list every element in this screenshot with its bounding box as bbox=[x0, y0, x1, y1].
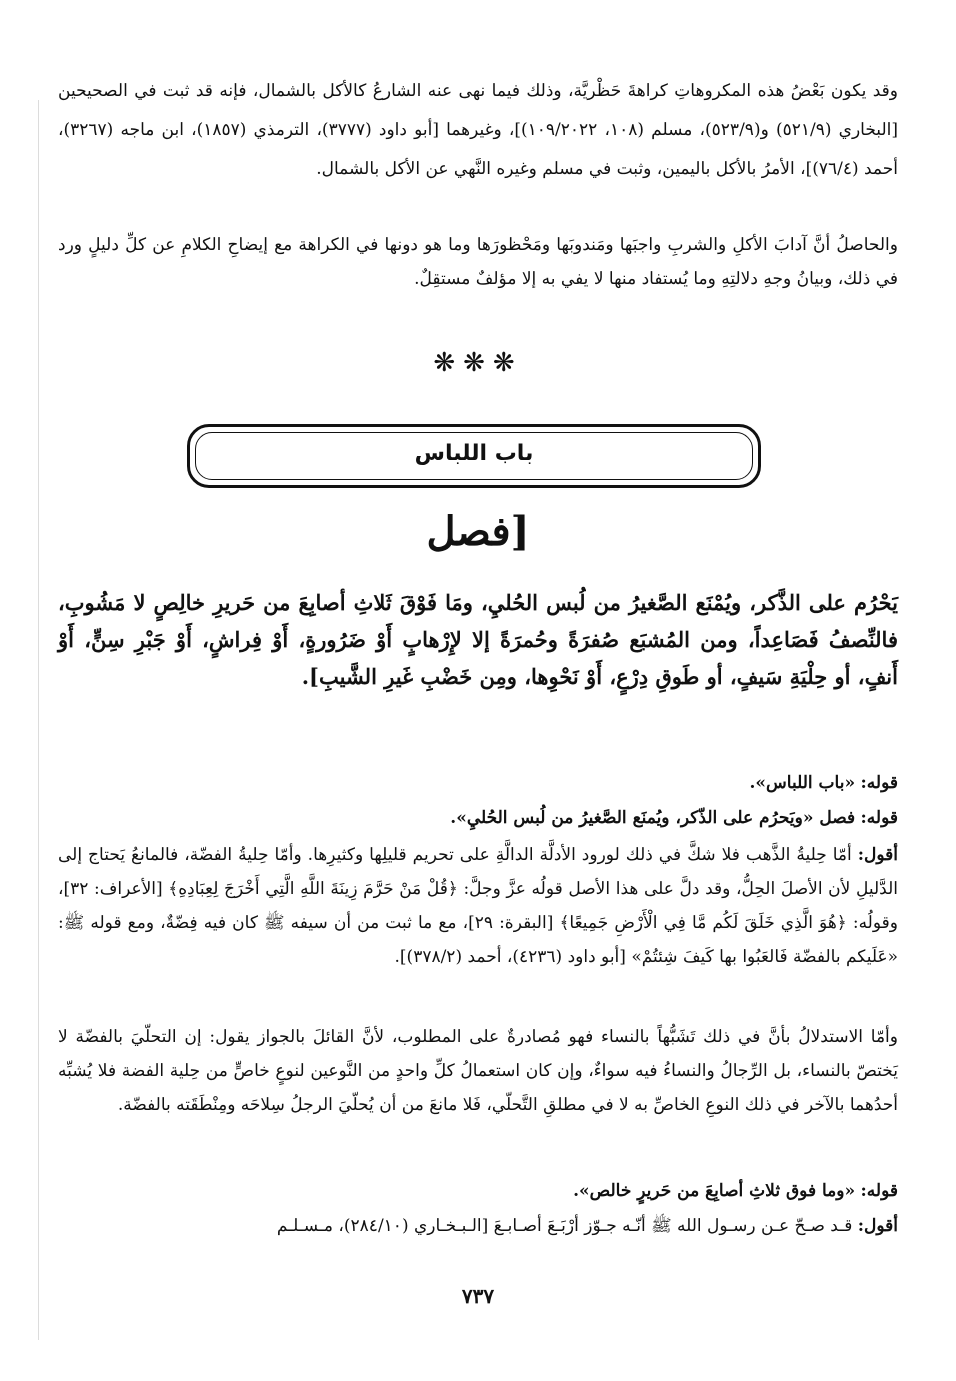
comment-quote-2 bbox=[58, 801, 898, 835]
comment-label: قوله: bbox=[860, 773, 898, 793]
quote-text: «باب اللباس». bbox=[749, 773, 856, 793]
chapter-title: باب اللباس bbox=[414, 441, 534, 466]
intro-paragraph-1: وقد يكون بَعْضُ هذه المكروهاتِ كراهةَ حَظْريَّة، وذلك فيما نهى عنه الشارعُ كالأكل بالشمال، فإنه قد ثبت في الصحيحين [البخاري (٥٢١/٩) و(٥٢٣/٩)، مسلم (١٠٨، ١٠٩/٢٠٢٢)]، وغيرهما [أبو داود (٣٧٧٧)، الترمذي (١٨٥٧)، ابن ماجه (٣٢٦٧)، أحمد (٧٦/٤)]، الأمرُ بالأكل باليمين، وثبت في مسلم وغيره النَّهي عن الأكل بالشمال. bbox=[58, 81, 898, 179]
page-edge-line bbox=[38, 100, 39, 1340]
answer-paragraph bbox=[58, 838, 898, 974]
matn-paragraph: يَحْرُم على الذَّكر، ويُمْنَع الصَّغيرُ من لُبس الحُليِ، ومَا فَوْقَ ثَلاثِ أصابِعَ من حَريرِ خالِصٍ لا مَشُوبِ، فالنِّصفُ فَصَاعِداً، ومن المُشبَع صُفرَةً وحُمرَةً إلا لإِرْهابٍ أَوْ ضَرُورةٍ، أَوْ فِراشٍ، أَوْ جَبْرِ سِنٍّ، أَوْ أَنفٍ، أو حِلْيَةِ سَيفٍ، أو طَوقِ دِرْعٍ، أَوْ نَحْوِها، ومِن خَضْبِ غَيرِ الشَّيبِ]. bbox=[58, 590, 898, 689]
section-separator: ❋❋❋ bbox=[433, 348, 523, 378]
comment-label: قوله: bbox=[860, 1181, 898, 1201]
chapter-title-frame bbox=[187, 424, 761, 488]
istidlal-paragraph: وأمّا الاستدلالُ بأنَّ في ذلك تَشَبُّهاً بالنساء فهو مُصادرةٌ على المطلوب، لأنَّ القائلَ بالجواز يقول: إن التحلّيَ بالفضّة لا يَختصّ بالنساء، بل الرِّجالُ والنساءُ فيه سواءٌ، وإن كان استعمالُ كلِّ واحدٍ من النَّوعين لنوعٍ خاصٍّ من حِلية الفضة فلا يُشبِّه أحدُهما بالآخر في ذلك النوعِ الخاصِّ به لا في مطلقِ التَّحلّي، فَلا مانعَ من أن يُحلّيَ الرجلُ سِلاحَه ومِنْطَقَته بالفضّة. bbox=[58, 1027, 898, 1115]
comment-quote-3 bbox=[58, 1174, 898, 1208]
answer-text: قـد صـحّ عـن رسـول الله ﷺ أنّـه جـوّز أرْبَـعَ أصـابـعَ [الـبـخـاري (٢٨٤/١٠)، مـسـلـم bbox=[276, 1216, 853, 1236]
page-number: ٧٣٧ bbox=[461, 1284, 495, 1308]
section-heading: [فصل bbox=[426, 508, 530, 555]
answer-paragraph-2 bbox=[58, 1209, 898, 1243]
comment-label: قوله: bbox=[860, 808, 898, 828]
answer-label: أقول: bbox=[857, 845, 898, 865]
answer-label: أقول: bbox=[857, 1216, 898, 1236]
quote-text: فصل «ويَحرُم على الذّكر، ويُمنَع الصَّغيرُ من لُبس الحُليِ». bbox=[450, 808, 856, 828]
quote-text: «وما فوق ثلاثِ أصابِعَ من حَريرٍ خالص». bbox=[573, 1181, 856, 1201]
comment-quote-1 bbox=[58, 766, 898, 800]
answer-text: أمّا حِليةُ الذَّهب فلا شكَّ في ذلك لورود الأدلَّة الدالَّةِ على تحريم قليلِها وكثيرِها. وأمّا حِليةُ الفضّة، فالمانعُ يَحتاج إلى الدَّليلِ لأن الأصلَ الحِلُّ، وقد دلَّ على هذا الأصل قولُه عزَّ وجلَّ: ﴿قُلْ مَنْ حَرَّمَ زِينَةَ اللَّهِ الَّتِي أَخْرَجَ لِعِبَادِهِ﴾ [الأعراف: ٣٢]، وقولُه: ﴿هُوَ الَّذِي خَلَقَ لَكُم مَّا فِي الْأَرْضِ جَمِيعًا﴾ [البقرة: ٢٩]، مع ما ثبت من أن سيفه ﷺ كان فيه فِضّةٌ، ومع قوله ﷺ: «عَلَيكم بالفضّة فَالعَبُوا بها كَيفَ شِئتُمْ» [أبو داود (٤٢٣٦)، أحمد (٣٧٨/٢)]. bbox=[58, 845, 898, 967]
intro-paragraph-2: والحاصلُ أنَّ آدابَ الأكلِ والشربِ واجبَها ومَندوبَها ومَحْظورَها وما هو دونها في الكراهة مع إيضاحِ الكلامِ عن كلِّ دليلٍ ورد في ذلك، وبيانُ وجهِ دلالتِهِ وما يُستفاد منها لا يفي به إلا مؤلفٌ مستقِلٌ. bbox=[58, 235, 898, 289]
